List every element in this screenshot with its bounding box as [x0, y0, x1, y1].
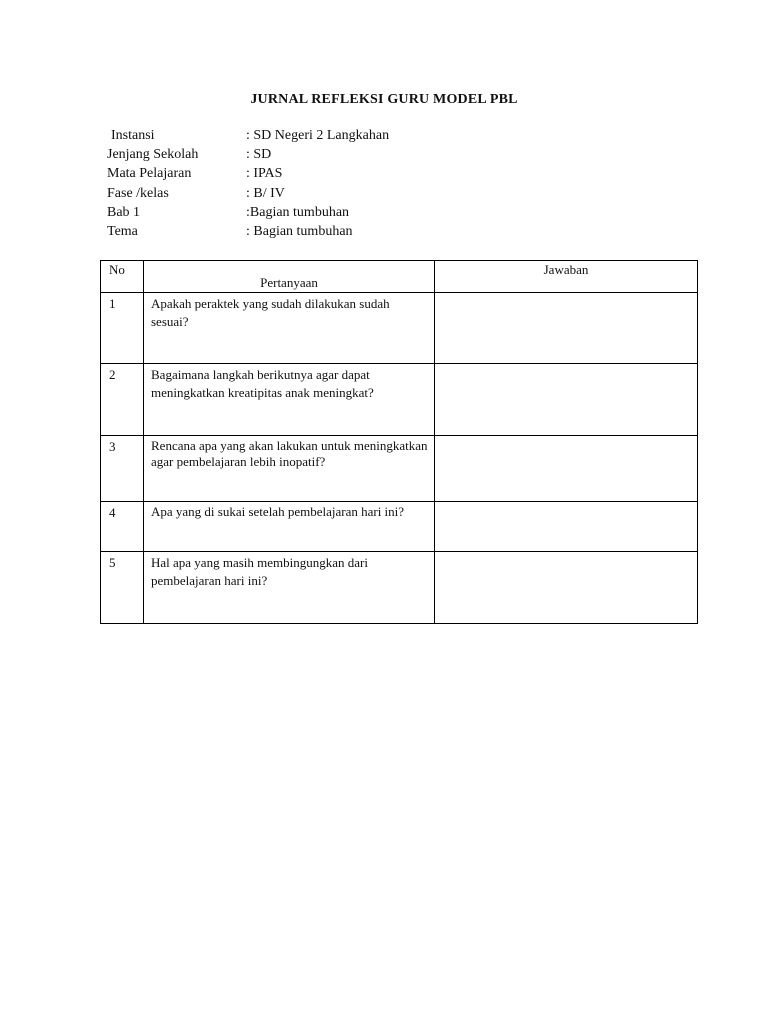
header-no: No: [101, 261, 144, 293]
header-question: Pertanyaan: [144, 261, 435, 293]
question-text: Rencana apa yang akan lakukan untuk meningkatkan agar pembelajaran lebih inopatif?: [144, 436, 435, 502]
table-row: [101, 364, 698, 436]
row-number: 3: [101, 436, 144, 502]
row-number: 4: [101, 502, 144, 552]
question-text: Apa yang di sukai setelah pembelajaran hari ini?: [144, 502, 435, 552]
table-row: [101, 436, 698, 502]
question-text: Apakah peraktek yang sudah dilakukan sudah sesuai?: [144, 293, 435, 364]
info-value: :Bagian tumbuhan: [246, 205, 350, 220]
answer-cell: [435, 293, 698, 364]
table-row: [101, 293, 698, 364]
table-header-row: [101, 261, 698, 293]
info-value: : IPAS: [246, 166, 283, 181]
info-row-mata-pelajaran: [0, 164, 768, 183]
table-row: [101, 502, 698, 552]
info-label: Instansi: [111, 128, 155, 143]
row-number: 1: [101, 293, 144, 364]
info-value: : SD: [246, 147, 272, 162]
info-value: : Bagian tumbuhan: [246, 224, 353, 239]
row-number: 2: [101, 364, 144, 436]
document-title: JURNAL REFLEKSI GURU MODEL PBL: [250, 92, 518, 107]
table-row: [101, 552, 698, 624]
answer-cell: [435, 364, 698, 436]
info-label: Tema: [107, 224, 138, 239]
info-row-tema: [0, 222, 768, 241]
answer-cell: [435, 552, 698, 624]
question-text: Bagaimana langkah berikutnya agar dapat meningkatkan kreatipitas anak meningkat?: [144, 364, 435, 436]
info-row-bab: [0, 203, 768, 222]
info-label: Fase /kelas: [107, 186, 169, 201]
info-label: Jenjang Sekolah: [107, 147, 199, 162]
info-label: Bab 1: [107, 205, 141, 220]
reflection-table: [100, 260, 698, 624]
info-label: Mata Pelajaran: [107, 166, 192, 181]
header-answer: Jawaban: [435, 261, 698, 293]
answer-cell: [435, 502, 698, 552]
info-row-instansi: [0, 126, 768, 145]
info-value: : B/ IV: [246, 186, 285, 201]
row-number: 5: [101, 552, 144, 624]
info-row-fase-kelas: [0, 184, 768, 203]
info-value: : SD Negeri 2 Langkahan: [246, 128, 390, 143]
info-row-jenjang-sekolah: [0, 145, 768, 164]
question-text: Hal apa yang masih membingungkan dari pembelajaran hari ini?: [144, 552, 435, 624]
answer-cell: [435, 436, 698, 502]
